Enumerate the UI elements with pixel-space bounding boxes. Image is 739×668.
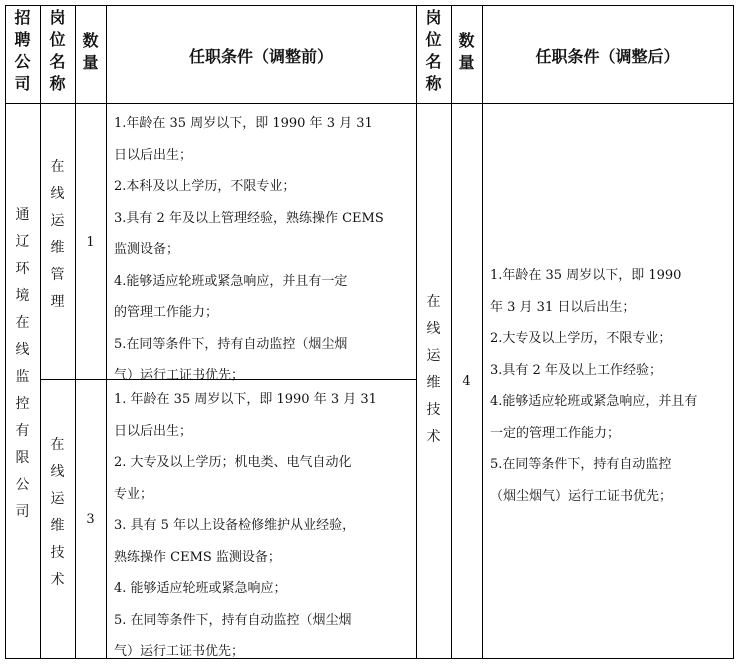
requirement-line: 4. 能够适应轮班或紧急响应； xyxy=(114,581,287,596)
col-divider-3 xyxy=(106,5,107,659)
vertical-char: 维 xyxy=(50,518,65,534)
vertical-char: 通 xyxy=(15,207,30,223)
vertical-char: 聘 xyxy=(14,30,31,49)
header-conditions-after: 任职条件（调整后） xyxy=(535,47,680,66)
vertical-char: 量 xyxy=(82,53,99,72)
requirement-line: 日以后出生； xyxy=(114,423,193,439)
vertical-char: 在 xyxy=(426,294,441,310)
vertical-char: 岗 xyxy=(425,8,442,27)
requirement-line: 年 3 月 31 日以后出生； xyxy=(490,299,636,315)
header-count-before xyxy=(75,33,106,77)
header-company xyxy=(5,10,40,98)
requirement-line: 日以后出生； xyxy=(114,147,193,163)
vertical-char: 数 xyxy=(458,31,475,50)
header-position-before xyxy=(40,10,75,98)
vertical-char: 运 xyxy=(426,348,441,364)
vertical-char: 境 xyxy=(15,288,30,304)
col-divider-7 xyxy=(733,5,734,659)
vertical-char: 称 xyxy=(425,74,442,93)
position-after xyxy=(416,295,451,457)
vertical-char: 公 xyxy=(15,477,30,493)
requirement-line: 2. 大专及以上学历；机电类、电气自动化 xyxy=(114,455,352,470)
requirement-line: 1.年龄在 35 周岁以下，即 1990 xyxy=(490,268,682,283)
vertical-char: 公 xyxy=(14,52,31,71)
vertical-char: 位 xyxy=(425,30,442,49)
requirement-line: 的管理工作能力； xyxy=(114,305,219,320)
vertical-char: 维 xyxy=(50,240,65,256)
requirement-line: 气）运行工证书优先； xyxy=(114,368,245,383)
vertical-char: 辽 xyxy=(15,234,30,250)
requirement-line: 熟练操作 CEMS 监测设备； xyxy=(114,549,281,565)
vertical-char: 线 xyxy=(426,321,441,337)
vertical-char: 有 xyxy=(15,423,30,439)
header-divider xyxy=(5,103,733,104)
vertical-char: 司 xyxy=(15,504,30,520)
vertical-char: 监 xyxy=(15,369,30,385)
vertical-char: 技 xyxy=(50,545,65,561)
company-name xyxy=(5,208,40,532)
count-after: 4 xyxy=(462,374,471,389)
requirement-line: 4.能够适应轮班或紧急响应，并且有 xyxy=(490,394,698,409)
requirement-line: 1. 年龄在 35 周岁以下，即 1990 年 3 月 31 xyxy=(114,392,377,407)
requirement-line: 专业； xyxy=(114,486,154,502)
requirement-line: 一定的管理工作能力； xyxy=(490,425,621,441)
position-before-2 xyxy=(40,438,75,600)
vertical-char: 数 xyxy=(82,31,99,50)
vertical-char: 岗 xyxy=(49,8,66,27)
vertical-char: 理 xyxy=(50,294,65,310)
requirement-line: 5.在同等条件下，持有自动监控 xyxy=(490,457,672,472)
col-divider-5 xyxy=(451,5,452,659)
requirement-line: 5.在同等条件下，持有自动监控（烟尘烟 xyxy=(114,336,348,352)
requirement-line: 5. 在同等条件下，持有自动监控（烟尘烟 xyxy=(114,612,352,628)
vertical-char: 在 xyxy=(50,159,65,175)
requirement-line: （烟尘烟气）运行工证书优先； xyxy=(490,488,673,504)
col-divider-2 xyxy=(75,5,76,659)
requirement-line: 3.具有 2 年及以上工作经验； xyxy=(490,362,662,378)
requirement-line: 监测设备； xyxy=(114,242,180,257)
vertical-char: 术 xyxy=(426,429,441,445)
vertical-char: 司 xyxy=(14,74,31,93)
header-count-after xyxy=(451,33,482,77)
vertical-char: 招 xyxy=(14,8,31,27)
vertical-char: 运 xyxy=(50,491,65,507)
vertical-char: 量 xyxy=(458,53,475,72)
vertical-char: 位 xyxy=(49,30,66,49)
requirement-line: 1.年龄在 35 周岁以下，即 1990 年 3 月 31 xyxy=(114,116,373,131)
vertical-char: 线 xyxy=(15,342,30,358)
header-conditions-before: 任职条件（调整前） xyxy=(188,47,333,66)
requirement-line: 2.本科及以上学历，不限专业； xyxy=(114,179,296,194)
count-before-1: 1 xyxy=(86,235,95,250)
conditions-before-1 xyxy=(114,108,384,392)
vertical-char: 名 xyxy=(425,52,442,71)
vertical-char: 控 xyxy=(15,396,30,412)
requirement-line: 3.具有 2 年及以上管理经验，熟练操作 CEMS xyxy=(114,210,384,226)
conditions-after xyxy=(490,260,697,512)
vertical-char: 术 xyxy=(50,572,65,588)
conditions-before-2 xyxy=(114,384,377,668)
requirement-line: 2.大专及以上学历，不限专业； xyxy=(490,331,672,346)
vertical-char: 名 xyxy=(49,52,66,71)
requirement-line: 4.能够适应轮班或紧急响应，并且有一定 xyxy=(114,273,348,289)
vertical-char: 在 xyxy=(15,315,30,331)
table-border-top xyxy=(5,5,733,6)
vertical-char: 线 xyxy=(50,186,65,202)
header-position-after xyxy=(416,10,451,98)
position-before-1 xyxy=(40,160,75,322)
vertical-char: 运 xyxy=(50,213,65,229)
vertical-char: 称 xyxy=(49,74,66,93)
vertical-char: 在 xyxy=(50,437,65,453)
col-divider-6 xyxy=(482,5,483,659)
requirement-line: 3. 具有 5 年以上设备检修维护从业经验， xyxy=(114,518,356,533)
count-before-2: 3 xyxy=(86,512,95,527)
vertical-char: 限 xyxy=(15,450,30,466)
requirement-line: 气）运行工证书优先； xyxy=(114,644,245,659)
vertical-char: 环 xyxy=(15,261,30,277)
vertical-char: 维 xyxy=(426,375,441,391)
vertical-char: 技 xyxy=(426,402,441,418)
vertical-char: 线 xyxy=(50,464,65,480)
vertical-char: 管 xyxy=(50,267,65,283)
